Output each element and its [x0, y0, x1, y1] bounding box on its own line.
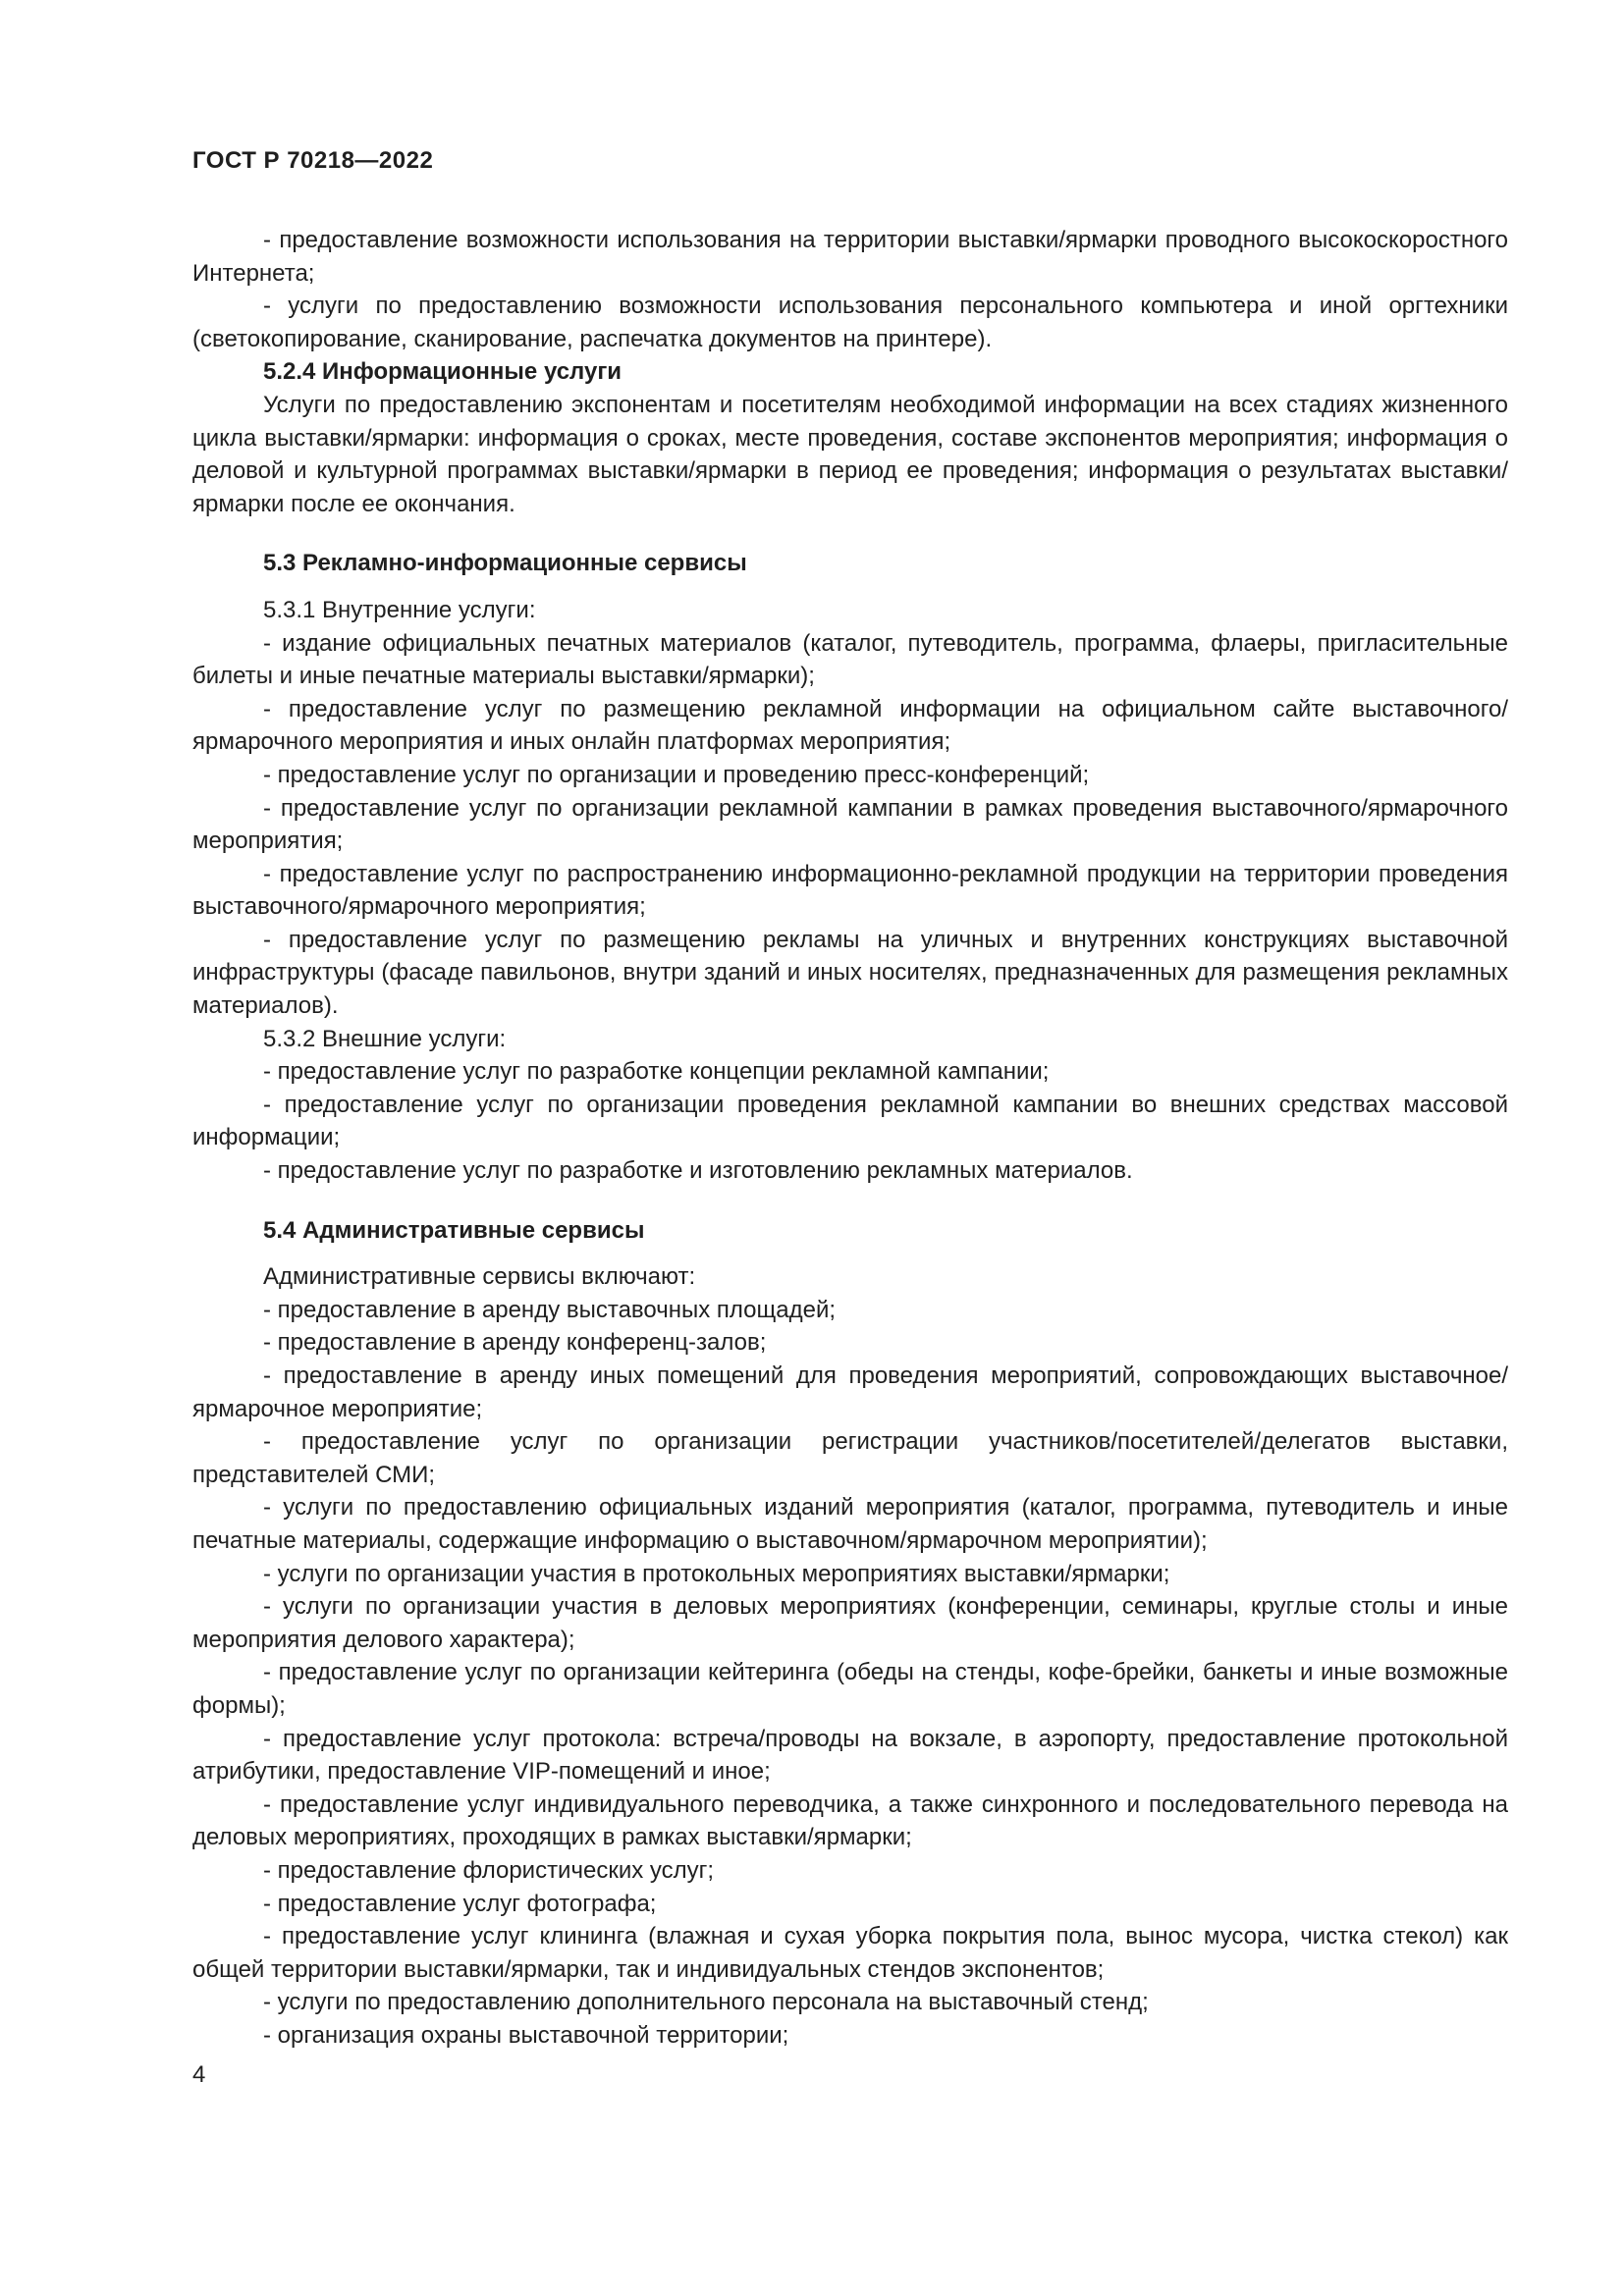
paragraph: - предоставление услуг индивидуального переводчика, а также синхронного и последовательного перевода на деловых мероприятиях, проходящих в рамках выставки/ярмарки;	[192, 1790, 1508, 1851]
paragraph: - предоставление в аренду конференц-залов;	[263, 1329, 767, 1357]
paragraph: Административные сервисы включают:	[263, 1263, 696, 1291]
document-body	[192, 224, 1508, 2052]
paragraph: - предоставление услуг по разработке концепции рекламной кампании;	[263, 1058, 1050, 1086]
paragraph: - предоставление услуг протокола: встреча/проводы на вокзале, в аэропорту, предоставление протокольной атрибутики, предоставление VIP-помещений и иное;	[192, 1725, 1508, 1786]
paragraph: - предоставление услуг по организации кейтеринга (обеды на стенды, кофе-брейки, банкеты и иные возможные формы);	[192, 1659, 1508, 1719]
paragraph: - предоставление флористических услуг;	[263, 1856, 715, 1884]
section-heading: 5.4 Административные сервисы	[263, 1216, 645, 1244]
paragraph: - предоставление услуг клининга (влажная и сухая уборка покрытия пола, вынос мусора, чистка стекол) как общей территории выставки/ярмарки, так и индивидуальных стендов экспонентов;	[192, 1923, 1508, 1983]
paragraph: 5.3.1 Внутренние услуги:	[263, 596, 536, 623]
paragraph: 5.3.2 Внешние услуги:	[263, 1025, 507, 1052]
paragraph: - предоставление услуг по организации регистрации участников/посетителей/делегатов выставки, представителей СМИ;	[192, 1428, 1508, 1488]
page-number: 4	[192, 2061, 206, 2088]
paragraph: - предоставление услуг по размещению рекламной информации на официальном сайте выставочного/ярмарочного мероприятия и иных онлайн платформах мероприятия;	[192, 695, 1508, 756]
section-heading: 5.2.4 Информационные услуги	[263, 358, 623, 386]
paragraph: - услуги по предоставлению официальных изданий мероприятия (каталог, программа, путеводитель и иные печатные материалы, содержащие информацию о выставочном/ярмарочном мероприятии);	[192, 1494, 1508, 1554]
section-heading: 5.3 Рекламно-информационные сервисы	[263, 550, 747, 577]
paragraph: - предоставление услуг по распространению информационно-рекламной продукции на территории проведения выставочного/ярмарочного мероприятия;	[192, 860, 1508, 921]
paragraph: - предоставление услуг по размещению рекламы на уличных и внутренних конструкциях выставочной инфраструктуры (фасаде павильонов, внутри зданий и иных носителях, предназначенных для размещения рекламных материалов).	[192, 926, 1508, 1020]
paragraph: - организация охраны выставочной территории;	[263, 2021, 789, 2049]
paragraph: - предоставление услуг по организации проведения рекламной кампании во внешних средствах массовой информации;	[192, 1091, 1508, 1151]
paragraph: - предоставление услуг фотографа;	[263, 1890, 657, 1917]
paragraph: - предоставление услуг по организации и проведению пресс-конференций;	[263, 761, 1090, 788]
paragraph: - издание официальных печатных материалов (каталог, путеводитель, программа, флаеры, пригласительные билеты и иные печатные материалы выставки/ярмарки);	[192, 629, 1508, 690]
paragraph: - услуги по организации участия в протокольных мероприятиях выставки/ярмарки;	[263, 1560, 1170, 1587]
paragraph: - предоставление в аренду иных помещений для проведения мероприятий, сопровождающих выставочное/ярмарочное мероприятие;	[192, 1362, 1508, 1422]
paragraph: - услуги по организации участия в деловых мероприятиях (конференции, семинары, круглые столы и иные мероприятия делового характера);	[192, 1593, 1508, 1653]
paragraph: - услуги по предоставлению дополнительного персонала на выставочный стенд;	[263, 1989, 1149, 2016]
paragraph: - услуги по предоставлению возможности использования персонального компьютера и иной оргтехники (светокопирование, сканирование, распечатка документов на принтере).	[192, 293, 1508, 352]
paragraph: - предоставление в аренду выставочных площадей;	[263, 1296, 837, 1323]
paragraph: - предоставление возможности использования на территории выставки/ярмарки проводного высокоскоростного Интернета;	[192, 227, 1508, 287]
paragraph: Услуги по предоставлению экспонентам и посетителям необходимой информации на всех стадиях жизненного цикла выставки/ярмарки: информация о сроках, месте проведения, составе экспонентов мероприятия; информация о деловой и культурной программах выставки/ярмарки в период ее проведения; информация о результатах выставки/ярмарки после ее окончания.	[192, 391, 1508, 517]
paragraph: - предоставление услуг по организации рекламной кампании в рамках проведения выставочного/ярмарочного мероприятия;	[192, 794, 1508, 855]
document-header: ГОСТ Р 70218—2022	[192, 147, 434, 174]
paragraph: - предоставление услуг по разработке и изготовлению рекламных материалов.	[263, 1157, 1133, 1185]
